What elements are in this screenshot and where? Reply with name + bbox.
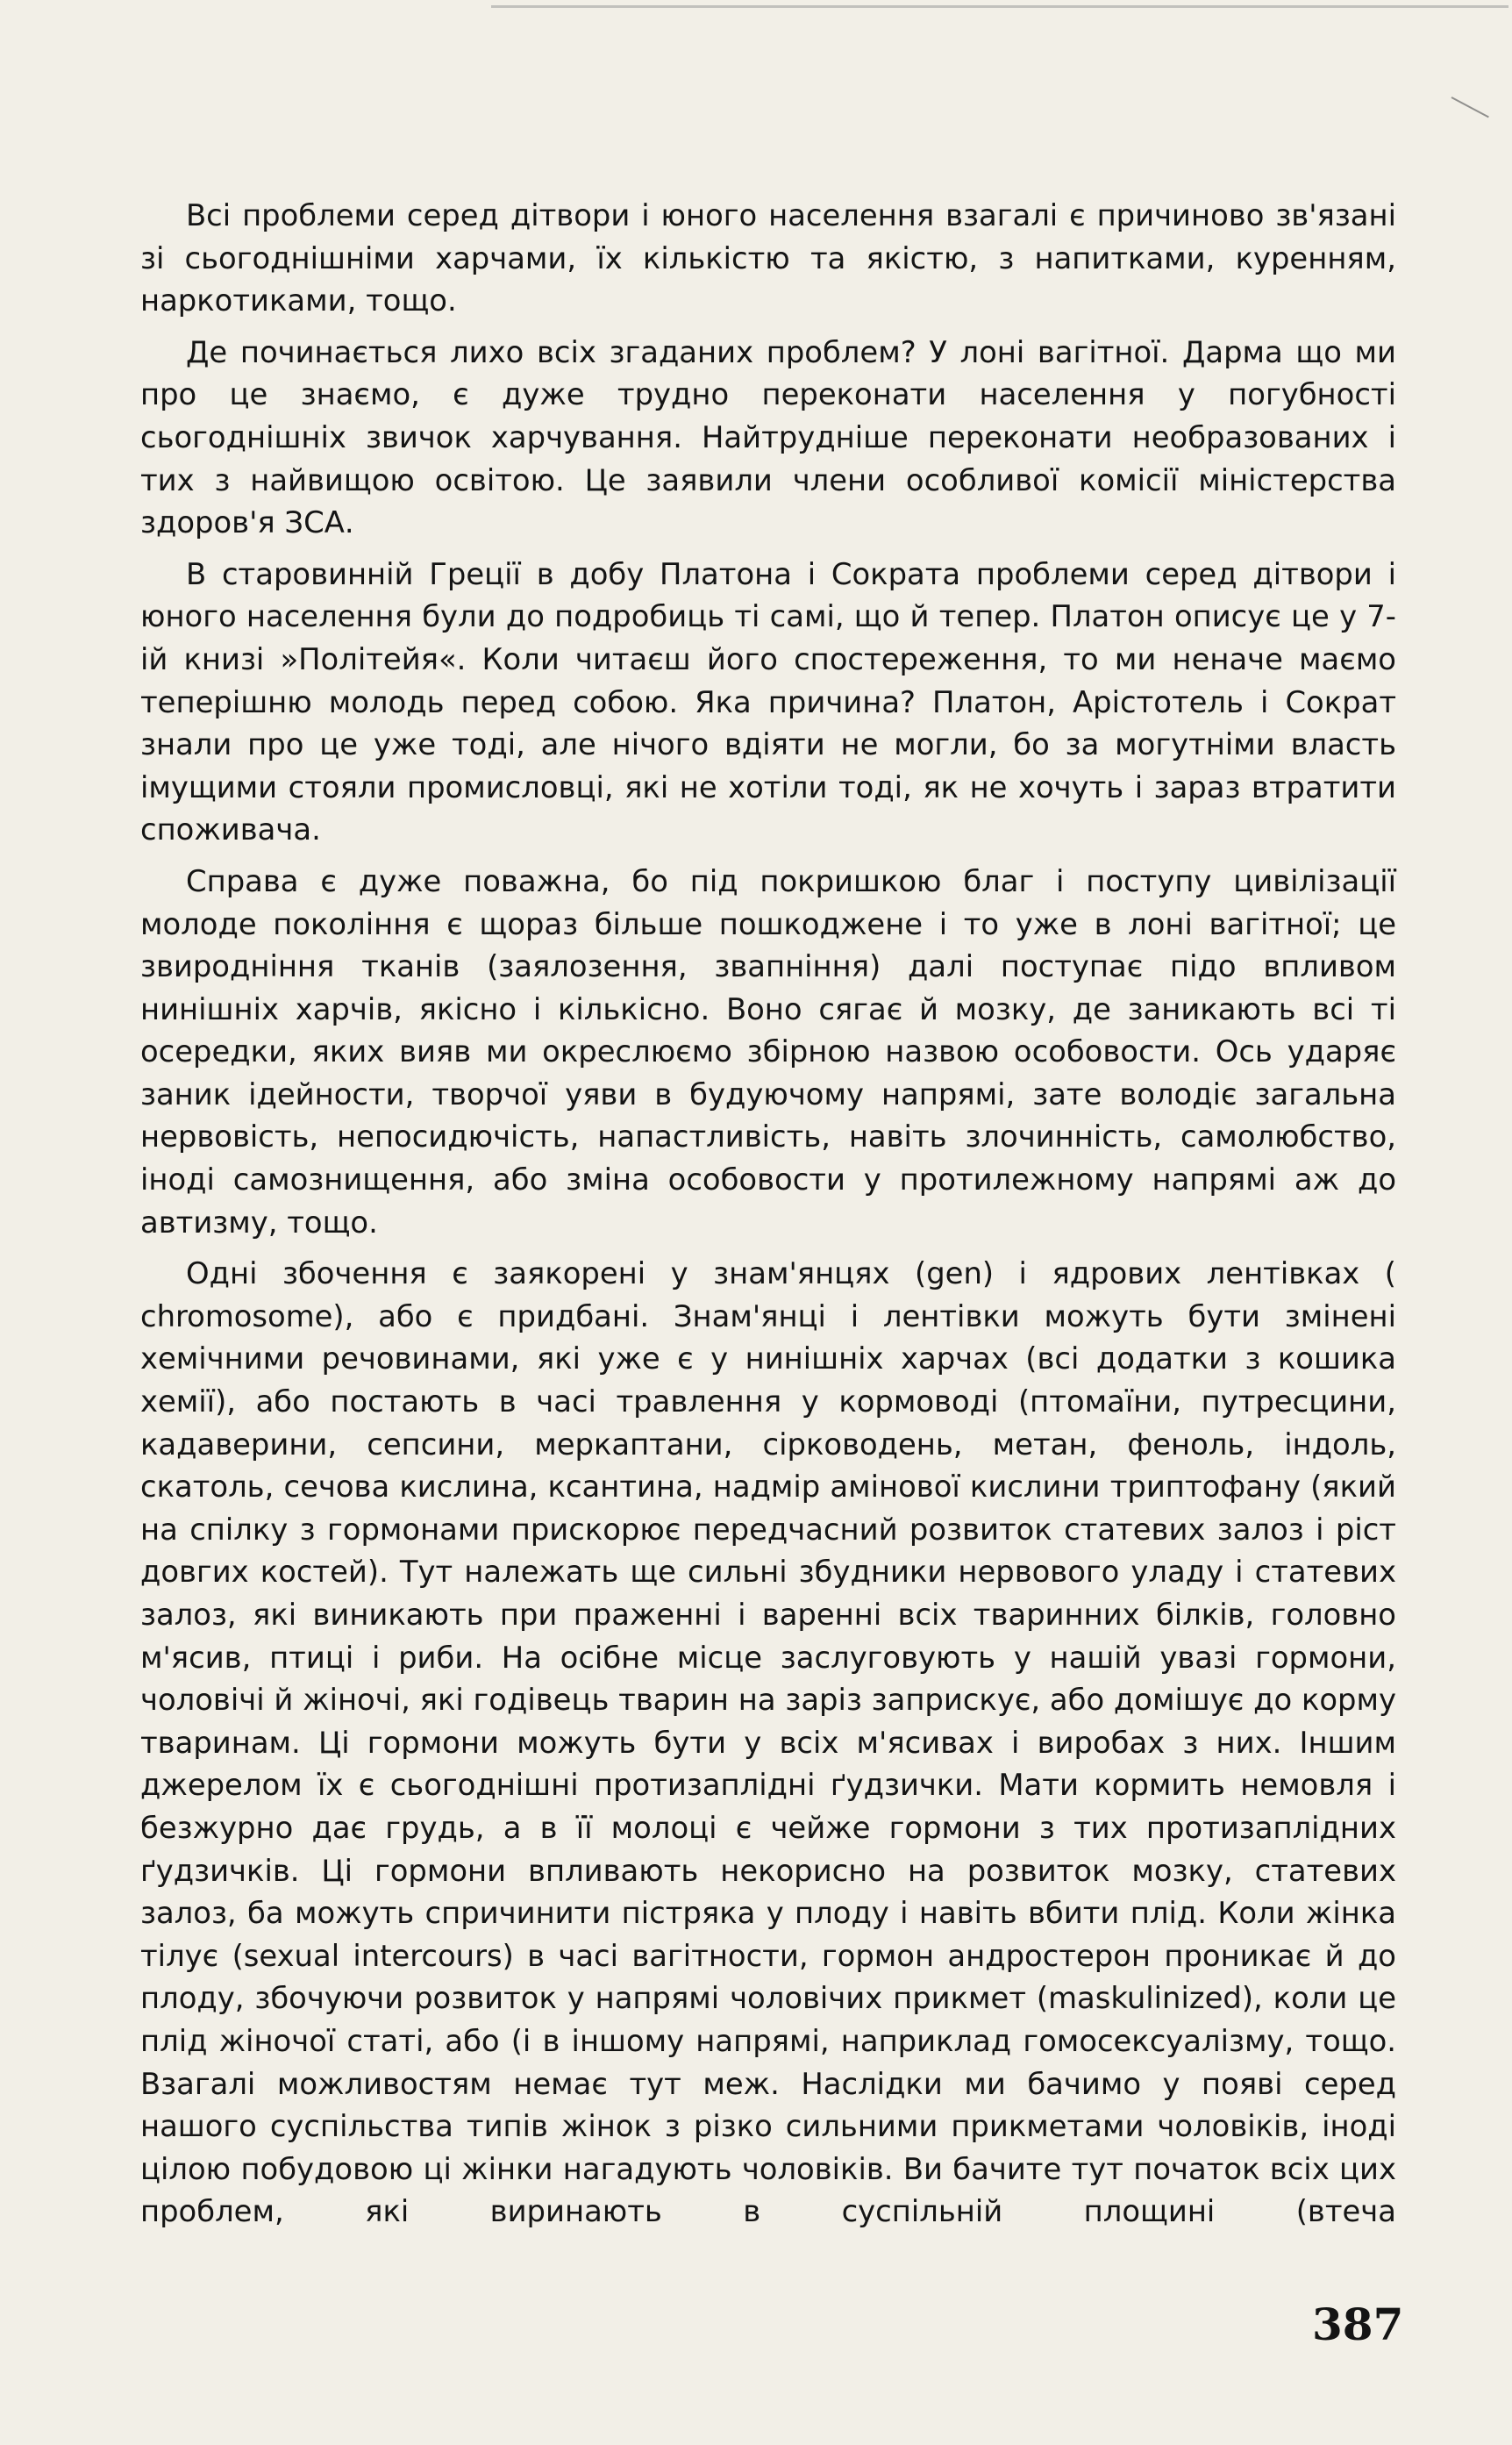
paragraph-3: В старовинній Греції в добу Платона і Сократа проблеми серед дітвори і юного населення були до подробиць ті самі, що й тепер. Платон описує це у 7-ій книзі »Політейя«. Коли читаєш його спостереження, то ми неначе маємо теперішню молодь перед собою. Яка причина? Платон, Арістотель і Сократ знали про це уже тоді, але нічого вдіяти не могли, бо за могутніми власть імущими стояли промисловці, які не хотіли тоді, як не хочуть і зараз втратити споживача.	[140, 556, 1396, 847]
scan-corner-mark	[1451, 97, 1489, 118]
page-number: 387	[1312, 2298, 1404, 2350]
paragraph-5: Одні збочення є заякорені у знам'янцях (gen) і ядрових лентівках ( chromosome), або є придбані. Знам'янці і лентівки можуть бути змінені хемічними речовинами, які уже є у нинішніх харчах (всі додатки з кошика хемії), або постають в часі травлення у кормоводі (птомаїни, путресцини, кадаверини, сепсини, меркаптани, сірководень, метан, феноль, індоль, скатоль, сечова кислина, ксантина, надмір амінової кислини триптофану (який на спілку з гормонами прискорює передчасний розвиток статевих залоз і ріст довгих костей). Тут належать ще сильні збудники нервового уладу і статевих залоз, які виникають при праженні і варенні всіх тваринних білків, головно м'ясив, птиці і риби. На осібне місце заслуговують у нашій увазі гормони, чоловічі й жіночі, які годівець тварин на заріз заприскує, або домішує до корму тваринам. Ці гормони можуть бути у всіх м'ясивах і виробах з них. Іншим джерелом їх є сьогоднішні протизаплідні ґудзички. Мати кормить немовля і безжурно дає грудь, а в її молоці є чейже гормони з тих протизаплідних ґудзичків. Ці гормони впливають некорисно на розвиток мозку, статевих залоз, ба можуть спричинити пістряка у плоду і навіть вбити плід. Коли жінка тілує (sexual intercours) в часі вагітности, гормон андростерон проникає й до плоду, збочуючи розвиток у напрямі чоловічих прикмет (maskulinized), коли це плід жіночої статі, або (і в іншому напрямі, наприклад гомосексуалізму, тощо. Взагалі можливостям немає тут меж. Наслідки ми бачимо у появі серед нашого суспільства типів жінок з різко сильними прикметами чоловіків, іноді цілою побудовою ці жінки нагадують чоловіків. Ви бачите тут початок всіх цих проблем, які виринають в суспільній площині (втеча	[140, 1256, 1396, 2229]
paragraph-2: Де починається лихо всіх згаданих проблем? У лоні вагітної. Дарма що ми про це знаємо, є дуже трудно переконати населення у погубності сьогоднішніх звичок харчування. Найтрудніше переконати необразованих і тих з найвищою освітою. Це заявили члени особливої комісії міністерства здоров'я ЗСА.	[140, 334, 1396, 540]
paragraph-1: Всі проблеми серед дітвори і юного населення взагалі є причиново зв'язані зі сьогоднішніми харчами, їх кількістю та якістю, з напитками, куренням, наркотиками, тощо.	[140, 198, 1396, 318]
scan-top-edge	[491, 5, 1508, 8]
paragraph-4: Справа є дуже поважна, бо під покришкою благ і поступу цивілізації молоде покоління є щораз більше пошкоджене і то уже в лоні вагітної; це звироднiння тканів (заялозення, звапніння) далі поступає підо впливом нинішніх харчів, якісно і кількісно. Воно сягає й мозку, де заникають всі ті осередки, яких вияв ми окреслюємо збірною назвою особовости. Ось ударяє заник ідейности, творчої уяви в будуючому напрямі, зате володіє загальна нервовість, непосидючість, напастливість, навіть злочинність, самолюбство, іноді самознищення, або зміна особовости у протилежному напрямі аж до автизму, тощо.	[140, 863, 1396, 1240]
body-text	[140, 195, 1396, 2242]
